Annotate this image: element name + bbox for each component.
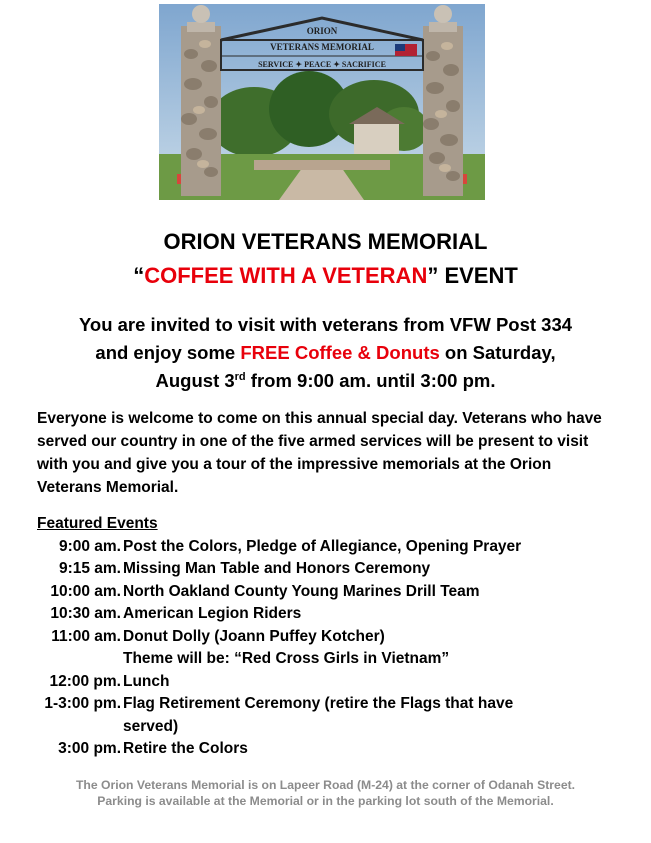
event-time: 11:00 am. [51,627,121,645]
event-row [37,671,637,694]
event-row [37,626,637,649]
event-row [37,536,637,559]
invite-line3 [20,367,631,395]
invite-line2-post: on Saturday, [439,342,556,363]
event-time: 10:00 am. [50,582,121,600]
event-row-continuation [37,716,637,739]
event-title-line2 [0,263,651,289]
invite-line3-sup: rd [234,370,246,383]
event-row-continuation [37,648,637,671]
event-description: Flag Retirement Ceremony (retire the Flags that have [123,695,514,712]
arch-line3: SERVICE ✦ PEACE ✦ SACRIFICE [258,60,386,69]
invite-line3-pre: August 3 [155,370,235,391]
invitation-text [20,311,631,395]
event-list [37,536,637,761]
event-subtext: Theme will be: “Red Cross Girls in Vietnam” [123,650,450,667]
event-description: Post the Colors, Pledge of Allegiance, Opening Prayer [123,537,522,555]
free-coffee-donuts: FREE Coffee & Donuts [240,342,440,363]
event-time: 9:15 am. [58,560,121,577]
event-row [37,581,637,604]
close-quote-event: ” EVENT [427,263,518,288]
open-quote: “ [133,263,145,288]
memorial-photo [159,4,485,200]
event-row [37,693,637,716]
footer-line1: The Orion Veterans Memorial is on Lapeer Road (M-24) at the corner of Odanah Street. [75,778,576,792]
event-description: Missing Man Table and Honors Ceremony [123,560,431,577]
event-row [37,603,637,626]
event-description: Lunch [123,672,170,690]
event-row [37,558,637,581]
event-description: North Oakland County Young Marines Drill Team [123,582,480,600]
welcome-paragraph: Everyone is welcome to come on this annual special day. Veterans who have served our country in one of the five armed services will be present to visit with you and give you a tour of the impressive memorials at the Orion Veterans Memorial. [37,410,602,496]
event-description: Donut Dolly (Joann Puffey Kotcher) [123,627,385,645]
event-description: American Legion Riders [123,605,302,622]
arch-line1: ORION [306,26,338,36]
invite-line1: You are invited to visit with veterans from VFW Post 334 [78,314,573,335]
event-time: 12:00 pm. [49,672,121,690]
event-title-highlight: COFFEE WITH A VETERAN [144,263,428,288]
arch-line2: VETERANS MEMORIAL [270,42,374,52]
event-time: 10:30 am. [50,605,121,622]
footer-note [0,777,651,809]
event-subtext: served) [123,717,179,735]
featured-events [37,513,637,761]
event-row [37,738,637,761]
footer-line2: Parking is available at the Memorial or in the parking lot south of the Memorial. [97,794,554,808]
invite-line3-post: from 9:00 am. until 3:00 pm. [245,370,496,391]
event-title-line1: ORION VETERANS MEMORIAL [163,229,488,254]
event-time: 3:00 pm. [58,740,121,757]
featured-events-heading: Featured Events [37,515,158,532]
invite-line2-pre: and enjoy some [95,342,241,363]
event-time: 9:00 am. [58,537,121,555]
invite-line2 [20,339,631,367]
event-time: 1-3:00 pm. [44,695,121,712]
event-description: Retire the Colors [123,740,248,757]
